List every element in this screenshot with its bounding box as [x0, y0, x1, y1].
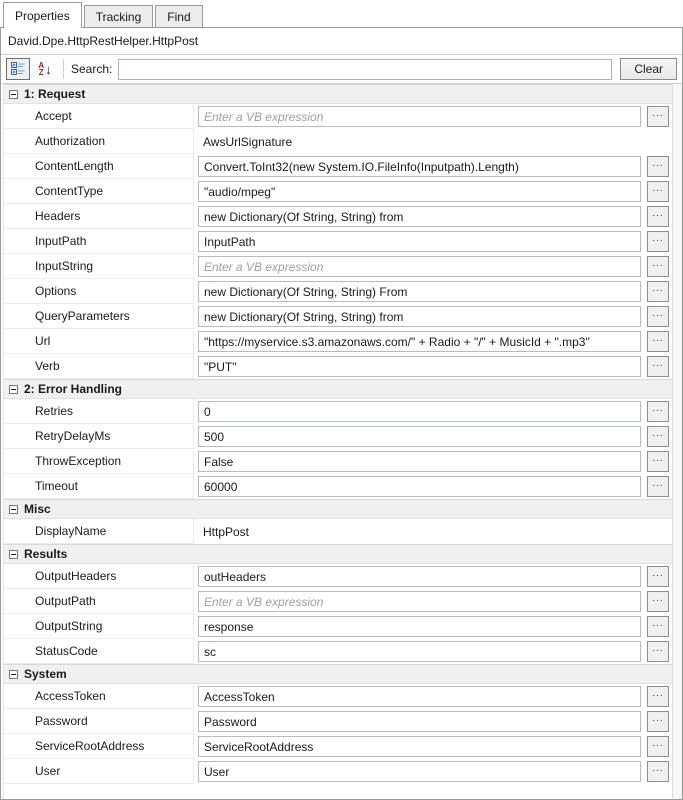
property-row — [4, 614, 672, 639]
section-header[interactable] — [4, 664, 672, 684]
property-label: DisplayName — [4, 519, 194, 544]
section-title: Results — [24, 547, 68, 561]
property-value-cell — [194, 204, 644, 229]
ellipsis-button[interactable]: ... — [647, 736, 669, 757]
property-value-cell — [194, 399, 644, 424]
sort-az-icon: A Z ↓ — [38, 61, 52, 77]
property-label: Timeout — [4, 474, 194, 499]
ellipsis-button[interactable]: ... — [647, 281, 669, 302]
properties-toolbar — [1, 55, 682, 84]
activity-title-bar — [1, 28, 682, 55]
property-button-cell — [644, 564, 672, 589]
property-row — [4, 129, 672, 154]
property-value-cell — [194, 564, 644, 589]
ellipsis-button[interactable]: ... — [647, 761, 669, 782]
ellipsis-button[interactable]: ... — [647, 156, 669, 177]
properties-panel — [0, 27, 683, 800]
property-value-cell — [194, 684, 644, 709]
property-label: User — [4, 759, 194, 784]
property-value-cell — [194, 709, 644, 734]
section-title: 1: Request — [24, 87, 86, 101]
property-button-cell — [644, 104, 672, 129]
collapse-icon[interactable] — [9, 550, 18, 559]
property-button-cell — [644, 329, 672, 354]
collapse-icon[interactable] — [9, 670, 18, 679]
property-value-cell — [194, 734, 644, 759]
property-value-text: AwsUrlSignature — [203, 134, 293, 149]
property-value-input[interactable] — [198, 356, 641, 377]
property-button-cell — [644, 614, 672, 639]
property-value-input[interactable] — [198, 686, 641, 707]
property-button-cell — [644, 639, 672, 664]
property-value-input[interactable] — [198, 401, 641, 422]
property-row — [4, 179, 672, 204]
property-value-input[interactable] — [198, 426, 641, 447]
property-button-cell — [644, 229, 672, 254]
property-value-cell — [194, 589, 644, 614]
ellipsis-button[interactable]: ... — [647, 306, 669, 327]
toolbar-separator — [63, 59, 64, 79]
ellipsis-button[interactable]: ... — [647, 641, 669, 662]
section-title: System — [24, 667, 67, 681]
property-value-input[interactable] — [198, 641, 641, 662]
property-value-cell — [194, 279, 644, 304]
search-label: Search: — [71, 62, 113, 76]
property-button-cell — [644, 399, 672, 424]
property-label: Password — [4, 709, 194, 734]
vertical-scrollbar[interactable] — [672, 84, 682, 799]
ellipsis-button[interactable]: ... — [647, 616, 669, 637]
property-row — [4, 329, 672, 354]
tab-tracking-label: Tracking — [95, 9, 142, 24]
property-button-cell — [644, 204, 672, 229]
property-label: Headers — [4, 204, 194, 229]
property-button-cell — [644, 759, 672, 784]
property-row — [4, 279, 672, 304]
property-value-input[interactable] — [198, 761, 641, 782]
property-grid — [3, 84, 672, 799]
section-header[interactable] — [4, 84, 672, 104]
ellipsis-button[interactable]: ... — [647, 476, 669, 497]
property-value-cell — [194, 519, 644, 544]
property-value-cell — [194, 304, 644, 329]
property-value-input[interactable] — [198, 231, 641, 252]
property-row — [4, 474, 672, 499]
property-row — [4, 204, 672, 229]
property-value-input[interactable] — [198, 566, 641, 587]
property-value-cell — [194, 129, 644, 154]
property-value-cell — [194, 639, 644, 664]
property-value-input[interactable] — [198, 306, 641, 327]
property-label: QueryParameters — [4, 304, 194, 329]
property-label: Retries — [4, 399, 194, 424]
activity-full-name: David.Dpe.HttpRestHelper.HttpPost — [8, 34, 199, 48]
ellipsis-button[interactable]: ... — [647, 426, 669, 447]
property-value-input[interactable] — [198, 736, 641, 757]
property-label: ContentLength — [4, 154, 194, 179]
property-label: InputPath — [4, 229, 194, 254]
ellipsis-button[interactable]: ... — [647, 356, 669, 377]
categorized-icon — [10, 61, 26, 77]
property-value-input[interactable] — [198, 616, 641, 637]
property-button-cell — [644, 474, 672, 499]
property-value-cell — [194, 474, 644, 499]
grid-filler — [4, 784, 672, 799]
section-title: 2: Error Handling — [24, 382, 123, 396]
ellipsis-button[interactable]: ... — [647, 331, 669, 352]
property-label: AccessToken — [4, 684, 194, 709]
tab-find[interactable] — [155, 5, 202, 27]
property-label: OutputHeaders — [4, 564, 194, 589]
collapse-icon[interactable] — [9, 385, 18, 394]
ellipsis-button[interactable]: ... — [647, 231, 669, 252]
property-row — [4, 304, 672, 329]
property-value-input[interactable] — [198, 106, 641, 127]
section-header[interactable] — [4, 379, 672, 399]
property-value-cell — [194, 154, 644, 179]
property-label: ThrowException — [4, 449, 194, 474]
property-row — [4, 639, 672, 664]
collapse-icon[interactable] — [9, 505, 18, 514]
ellipsis-button[interactable]: ... — [647, 711, 669, 732]
property-button-cell — [644, 354, 672, 379]
property-label: ServiceRootAddress — [4, 734, 194, 759]
property-label: Url — [4, 329, 194, 354]
property-button-cell — [644, 424, 672, 449]
section-header[interactable] — [4, 544, 672, 564]
ellipsis-button[interactable]: ... — [647, 106, 669, 127]
ellipsis-button[interactable]: ... — [647, 401, 669, 422]
section-header[interactable] — [4, 499, 672, 519]
ellipsis-button[interactable]: ... — [647, 256, 669, 277]
property-value-cell — [194, 179, 644, 204]
property-row — [4, 254, 672, 279]
property-value-input[interactable] — [198, 591, 641, 612]
property-value-input[interactable] — [198, 281, 641, 302]
property-label: StatusCode — [4, 639, 194, 664]
ellipsis-button[interactable]: ... — [647, 451, 669, 472]
property-button-cell — [644, 684, 672, 709]
sort-alphabetical-button[interactable] — [34, 58, 56, 80]
property-label: OutputString — [4, 614, 194, 639]
property-row — [4, 399, 672, 424]
property-label: Verb — [4, 354, 194, 379]
property-row — [4, 519, 672, 544]
property-button-cell — [644, 254, 672, 279]
property-value-input[interactable] — [198, 156, 641, 177]
property-value-cell — [194, 229, 644, 254]
tab-find-label: Find — [167, 9, 191, 24]
property-button-cell — [644, 734, 672, 759]
property-button-cell — [644, 449, 672, 474]
property-row — [4, 759, 672, 784]
property-label: OutputPath — [4, 589, 194, 614]
tab-properties[interactable] — [3, 2, 82, 28]
collapse-icon[interactable] — [9, 90, 18, 99]
property-value-cell — [194, 759, 644, 784]
property-label: Options — [4, 279, 194, 304]
property-button-cell — [644, 279, 672, 304]
property-row — [4, 104, 672, 129]
property-value-input[interactable] — [198, 451, 641, 472]
categorized-view-button[interactable] — [6, 58, 30, 80]
property-button-cell — [644, 129, 672, 154]
ellipsis-button[interactable]: ... — [647, 566, 669, 587]
ellipsis-button[interactable]: ... — [647, 686, 669, 707]
property-button-cell — [644, 154, 672, 179]
property-row — [4, 154, 672, 179]
property-row — [4, 354, 672, 379]
property-row — [4, 709, 672, 734]
property-label: Authorization — [4, 129, 194, 154]
property-row — [4, 229, 672, 254]
property-button-cell — [644, 519, 672, 544]
property-value-cell — [194, 449, 644, 474]
search-input[interactable] — [118, 59, 612, 80]
property-row — [4, 684, 672, 709]
ellipsis-button[interactable]: ... — [647, 181, 669, 202]
property-value-input[interactable] — [198, 711, 641, 732]
section-title: Misc — [24, 502, 51, 516]
property-label: ContentType — [4, 179, 194, 204]
property-value-input[interactable] — [198, 256, 641, 277]
property-row — [4, 564, 672, 589]
property-value-input[interactable] — [198, 206, 641, 227]
property-button-cell — [644, 709, 672, 734]
property-value-input[interactable] — [198, 331, 641, 352]
tab-strip — [0, 0, 683, 27]
property-value-cell — [194, 614, 644, 639]
property-value-input[interactable] — [198, 181, 641, 202]
property-value-text: HttpPost — [203, 524, 250, 539]
property-value-cell — [194, 424, 644, 449]
property-value-cell — [194, 354, 644, 379]
property-button-cell — [644, 304, 672, 329]
tab-properties-label: Properties — [15, 8, 70, 23]
property-value-input[interactable] — [198, 476, 641, 497]
property-row — [4, 449, 672, 474]
property-row — [4, 424, 672, 449]
clear-search-button[interactable]: Clear — [620, 58, 677, 80]
property-button-cell — [644, 179, 672, 204]
property-row — [4, 589, 672, 614]
property-label: InputString — [4, 254, 194, 279]
property-grid-wrap — [1, 84, 682, 799]
property-label: Accept — [4, 104, 194, 129]
ellipsis-button[interactable]: ... — [647, 206, 669, 227]
property-value-cell — [194, 254, 644, 279]
property-row — [4, 734, 672, 759]
property-button-cell — [644, 589, 672, 614]
ellipsis-button[interactable]: ... — [647, 591, 669, 612]
property-value-cell — [194, 104, 644, 129]
tab-tracking[interactable] — [84, 5, 154, 27]
property-value-cell — [194, 329, 644, 354]
property-label: RetryDelayMs — [4, 424, 194, 449]
